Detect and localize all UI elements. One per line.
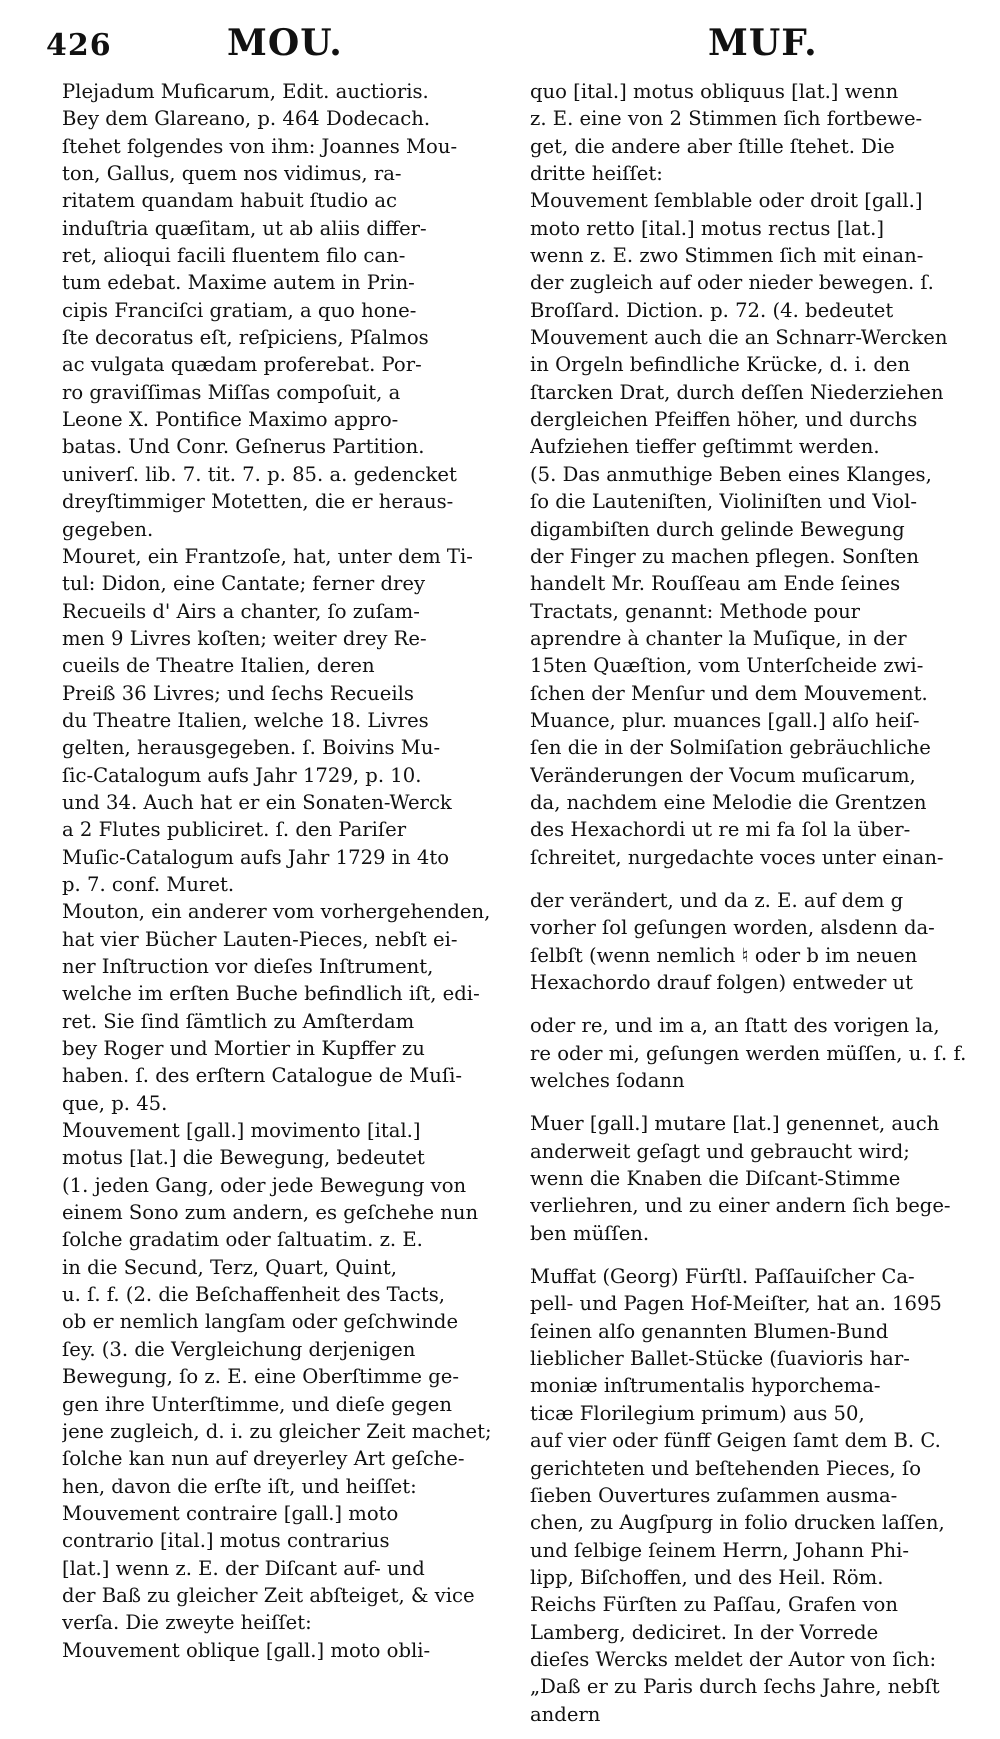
text-line: da, nachdem eine Melodie die Grentzen: [530, 790, 927, 814]
text-line: gegeben.: [62, 517, 154, 541]
text-line: Reichs Fürſten zu Paſſau, Grafen von: [530, 1593, 898, 1617]
text-line: gelten, herausgegeben. ſ. Boivins Mu-: [62, 736, 441, 760]
text-line: welches ſodann: [530, 1069, 685, 1093]
text-line: tum edebat. Maxime autem in Prin-: [62, 271, 415, 295]
text-line: der Finger zu machen pflegen. Sonſten: [530, 544, 920, 568]
text-line: induſtria quæſitam, ut ab aliis differ-: [62, 216, 427, 240]
text-line: lipp, Biſchoffen, und des Heil. Röm.: [530, 1565, 884, 1589]
text-line: oder re, und im a, an ſtatt des vorigen la,: [530, 1014, 940, 1038]
text-line: ſte decoratus eſt, reſpiciens, Pſalmos: [62, 326, 429, 350]
line-gap: [530, 1247, 968, 1263]
text-line: moniæ inſtrumentalis hyporchema-: [530, 1374, 881, 1398]
text-line: motus [lat.] die Bewegung, bedeutet: [62, 1146, 425, 1170]
text-line: ſen die in der Solmiſation gebräuchliche: [530, 736, 931, 760]
text-line: Mouvement [gall.] movimento [ital.]: [62, 1119, 421, 1143]
text-line: aprendre à chanter la Muſique, in der: [530, 626, 907, 650]
text-line: Mouvement ſemblable oder droit [gall.]: [530, 189, 923, 213]
text-line: Recueils d' Airs a chanter, ſo zuſam-: [62, 599, 420, 623]
text-line: du Theatre Italien, welche 18. Livres: [62, 708, 429, 732]
text-line: Bewegung, ſo z. E. eine Oberſtimme ge-: [62, 1365, 459, 1389]
text-line: Muer [gall.] mutare [lat.] genennet, auch: [530, 1112, 940, 1136]
text-line: wenn z. E. zwo Stimmen ſich mit einan-: [530, 244, 924, 268]
text-line: ritatem quandam habuit ſtudio ac: [62, 189, 398, 213]
text-line: Muffat (Georg) Fürſtl. Paſſauiſcher Ca-: [530, 1265, 915, 1289]
left-running-head: MOU.: [227, 22, 343, 64]
text-line: dergleichen Pfeiffen höher, und durchs: [530, 408, 918, 432]
text-line: ticæ Florilegium primum) aus 50,: [530, 1401, 865, 1425]
text-line: welche im erſten Buche befindlich iſt, edi-: [62, 982, 480, 1006]
text-line: gerichteten und beſtehenden Pieces, ſo: [530, 1456, 922, 1480]
text-line: in Orgeln befindliche Krücke, d. i. den: [530, 353, 911, 377]
text-line: Muance, plur. muances [gall.] alſo heiſ-: [530, 708, 920, 732]
text-line: re oder mi, geſungen werden müſſen, u. ſ. f.: [530, 1041, 967, 1065]
text-line: Mouvement auch die an Schnarr-Wercken: [530, 326, 948, 350]
text-line: ret, alioqui facili fluentem filo can-: [62, 244, 406, 268]
text-line: a 2 Flutes publiciret. ſ. den Pariſer: [62, 818, 407, 842]
text-line: chen, zu Augſpurg in folio drucken laſſen,: [530, 1511, 945, 1535]
text-line: haben. ſ. des erſtern Catalogue de Muſi-: [62, 1064, 463, 1088]
text-line: Lamberg, dediciret. In der Vorrede: [530, 1620, 879, 1644]
text-line: der verändert, und da z. E. auf dem g: [530, 888, 904, 912]
text-line: ro graviſſimas Miſſas compoſuit, a: [62, 380, 401, 404]
text-line: cueils de Theatre Italien, deren: [62, 654, 375, 678]
text-line: anderweit geſagt und gebraucht wird;: [530, 1139, 910, 1163]
text-line: hat vier Bücher Lauten-Pieces, nebſt ei-: [62, 927, 458, 951]
text-line: vorher ſol geſungen worden, alsdenn da-: [530, 916, 935, 940]
right-running-head: MUF.: [708, 22, 818, 64]
text-line: hen, davon die erſte iſt, und heiſſet:: [62, 1474, 417, 1498]
text-line: der Baß zu gleicher Zeit abſteiget, & vice: [62, 1583, 475, 1607]
text-line: verſa. Die zweyte heiſſet:: [62, 1611, 312, 1635]
text-line: ſtehet folgendes von ihm: Joannes Mou-: [62, 134, 458, 158]
text-line: tul: Didon, eine Cantate; ferner drey: [62, 572, 426, 596]
left-column: [62, 78, 507, 1664]
text-line: „Daß er zu Paris durch ſechs Jahre, nebſt: [530, 1675, 940, 1699]
text-line: wenn die Knaben die Diſcant-Stimme: [530, 1167, 901, 1191]
text-line: quo [ital.] motus obliquus [lat.] wenn: [530, 80, 899, 103]
text-line: einem Sono zum andern, es geſchehe nun: [62, 1201, 479, 1225]
text-line: ret. Sie ſind ſämtlich zu Amſterdam: [62, 1009, 415, 1033]
text-line: moto retto [ital.] motus rectus [lat.]: [530, 216, 885, 240]
text-line: des Hexachordi ut re mi fa ſol la über-: [530, 818, 911, 842]
text-line: ob er nemlich langſam oder geſchwinde: [62, 1310, 459, 1334]
text-line: und 34. Auch hat er ein Sonaten-Werck: [62, 790, 452, 814]
text-line: Mouvement oblique [gall.] moto obli-: [62, 1638, 431, 1662]
text-line: Mouton, ein anderer vom vorhergehenden,: [62, 900, 491, 924]
text-line: Veränderungen der Vocum muſicarum,: [530, 763, 916, 787]
text-line: ſolche kan nun auf dreyerley Art geſche-: [62, 1447, 465, 1471]
text-line: Broſſard. Diction. p. 72. (4. bedeutet: [530, 298, 894, 322]
text-line: ſchen der Menſur und dem Mouvement.: [530, 681, 928, 705]
text-line: handelt Mr. Rouſſeau am Ende ſeines: [530, 572, 901, 596]
text-line: Preiß 36 Livres; und ſechs Recueils: [62, 681, 414, 705]
text-line: ac vulgata quædam proferebat. Por-: [62, 353, 422, 377]
text-line: que, p. 45.: [62, 1091, 168, 1115]
text-line: andern: [530, 1702, 601, 1726]
text-line: dieſes Wercks meldet der Autor von ſich:: [530, 1647, 937, 1671]
text-line: ton, Gallus, quem nos vidimus, ra-: [62, 162, 402, 186]
text-line: Plejadum Muficarum, Edit. auctioris.: [62, 80, 429, 103]
text-line: jene zugleich, d. i. zu gleicher Zeit machet;: [62, 1419, 492, 1443]
text-line: Bey dem Glareano, p. 464 Dodecach.: [62, 107, 431, 131]
text-line: ſieben Ouvertures zuſammen ausma-: [530, 1483, 898, 1507]
right-column: [530, 78, 968, 1728]
text-line: digambiſten durch gelinde Bewegung: [530, 517, 905, 541]
text-line: ſtarcken Drat, durch deſſen Niederziehen: [530, 380, 944, 404]
text-line: ner Inſtruction vor dieſes Inſtrument,: [62, 955, 434, 978]
text-line: lieblicher Ballet-Stücke (ſuavioris har-: [530, 1347, 910, 1371]
text-line: u. ſ. f. (2. die Beſchaffenheit des Tacts,: [62, 1283, 446, 1307]
text-line: bey Roger und Mortier in Kupffer zu: [62, 1037, 425, 1061]
text-line: ſey. (3. die Vergleichung derjenigen: [62, 1337, 416, 1361]
text-line: contrario [ital.] motus contrarius: [62, 1529, 390, 1553]
text-line: Mouvement contraire [gall.] moto: [62, 1501, 399, 1525]
line-gap: [530, 996, 968, 1012]
text-line: Mouret, ein Frantzoſe, hat, unter dem Ti-: [62, 544, 473, 568]
text-line: ben müſſen.: [530, 1221, 650, 1245]
page-header: [0, 0, 1000, 80]
line-gap: [530, 871, 968, 887]
text-line: (5. Das anmuthige Beben eines Klanges,: [530, 462, 932, 486]
text-line: der zugleich auf oder nieder bewegen. ſ.: [530, 271, 934, 295]
page-number: 426: [46, 28, 112, 63]
text-line: pell- und Pagen Hof-Meiſter, hat an. 1695: [530, 1292, 942, 1316]
text-line: men 9 Livres koſten; weiter drey Re-: [62, 626, 427, 650]
text-line: dritte heiſſet:: [530, 162, 663, 186]
text-line: verliehren, und zu einer andern ſich bege-: [530, 1194, 951, 1218]
text-line: (1. jeden Gang, oder jede Bewegung von: [62, 1173, 467, 1197]
text-line: ſic-Catalogum aufs Jahr 1729, p. 10.: [62, 763, 422, 787]
text-line: [lat.] wenn z. E. der Diſcant auf- und: [62, 1556, 425, 1580]
text-line: gen ihre Unterſtimme, und dieſe gegen: [62, 1392, 453, 1416]
text-line: und ſelbige ſeinem Herrn, Johann Phi-: [530, 1538, 910, 1562]
text-line: Muſic-Catalogum aufs Jahr 1729 in 4to: [62, 845, 449, 869]
text-line: Leone X. Pontifice Maximo appro-: [62, 408, 399, 432]
text-line: dreyſtimmiger Motetten, die er heraus-: [62, 490, 454, 514]
text-line: Aufziehen tieffer geſtimmt werden.: [530, 435, 880, 459]
text-line: p. 7. conf. Muret.: [62, 872, 235, 896]
text-line: z. E. eine von 2 Stimmen ſich fortbewe-: [530, 107, 923, 131]
text-line: ſeinen alſo genannten Blumen-Bund: [530, 1319, 889, 1343]
text-line: get, die andere aber ſtille ſtehet. Die: [530, 134, 895, 158]
text-line: auf vier oder fünff Geigen ſamt dem B. C.: [530, 1429, 941, 1453]
text-line: univerſ. lib. 7. tit. 7. p. 85. a. gedencket: [62, 462, 457, 486]
text-line: Hexachordo drauf folgen) entweder ut: [530, 971, 914, 994]
text-line: batas. Und Conr. Geſnerus Partition.: [62, 435, 425, 459]
text-line: in die Secund, Terz, Quart, Quint,: [62, 1255, 397, 1279]
text-line: ſolche gradatim oder ſaltuatim. z. E.: [62, 1228, 423, 1252]
text-line: ſchreitet, nurgedachte voces unter einan-: [530, 845, 944, 869]
line-gap: [530, 1094, 968, 1110]
text-line: Tractats, genannt: Methode pour: [530, 599, 861, 623]
text-line: cipis Franciſci gratiam, a quo hone-: [62, 298, 417, 322]
text-line: 15ten Quæſtion, vom Unterſcheide zwi-: [530, 654, 924, 678]
text-line: ſo die Lauteniſten, Violiniſten und Viol-: [530, 490, 917, 514]
text-line: ſelbſt (wenn nemlich ♮ oder b im neuen: [530, 943, 918, 967]
